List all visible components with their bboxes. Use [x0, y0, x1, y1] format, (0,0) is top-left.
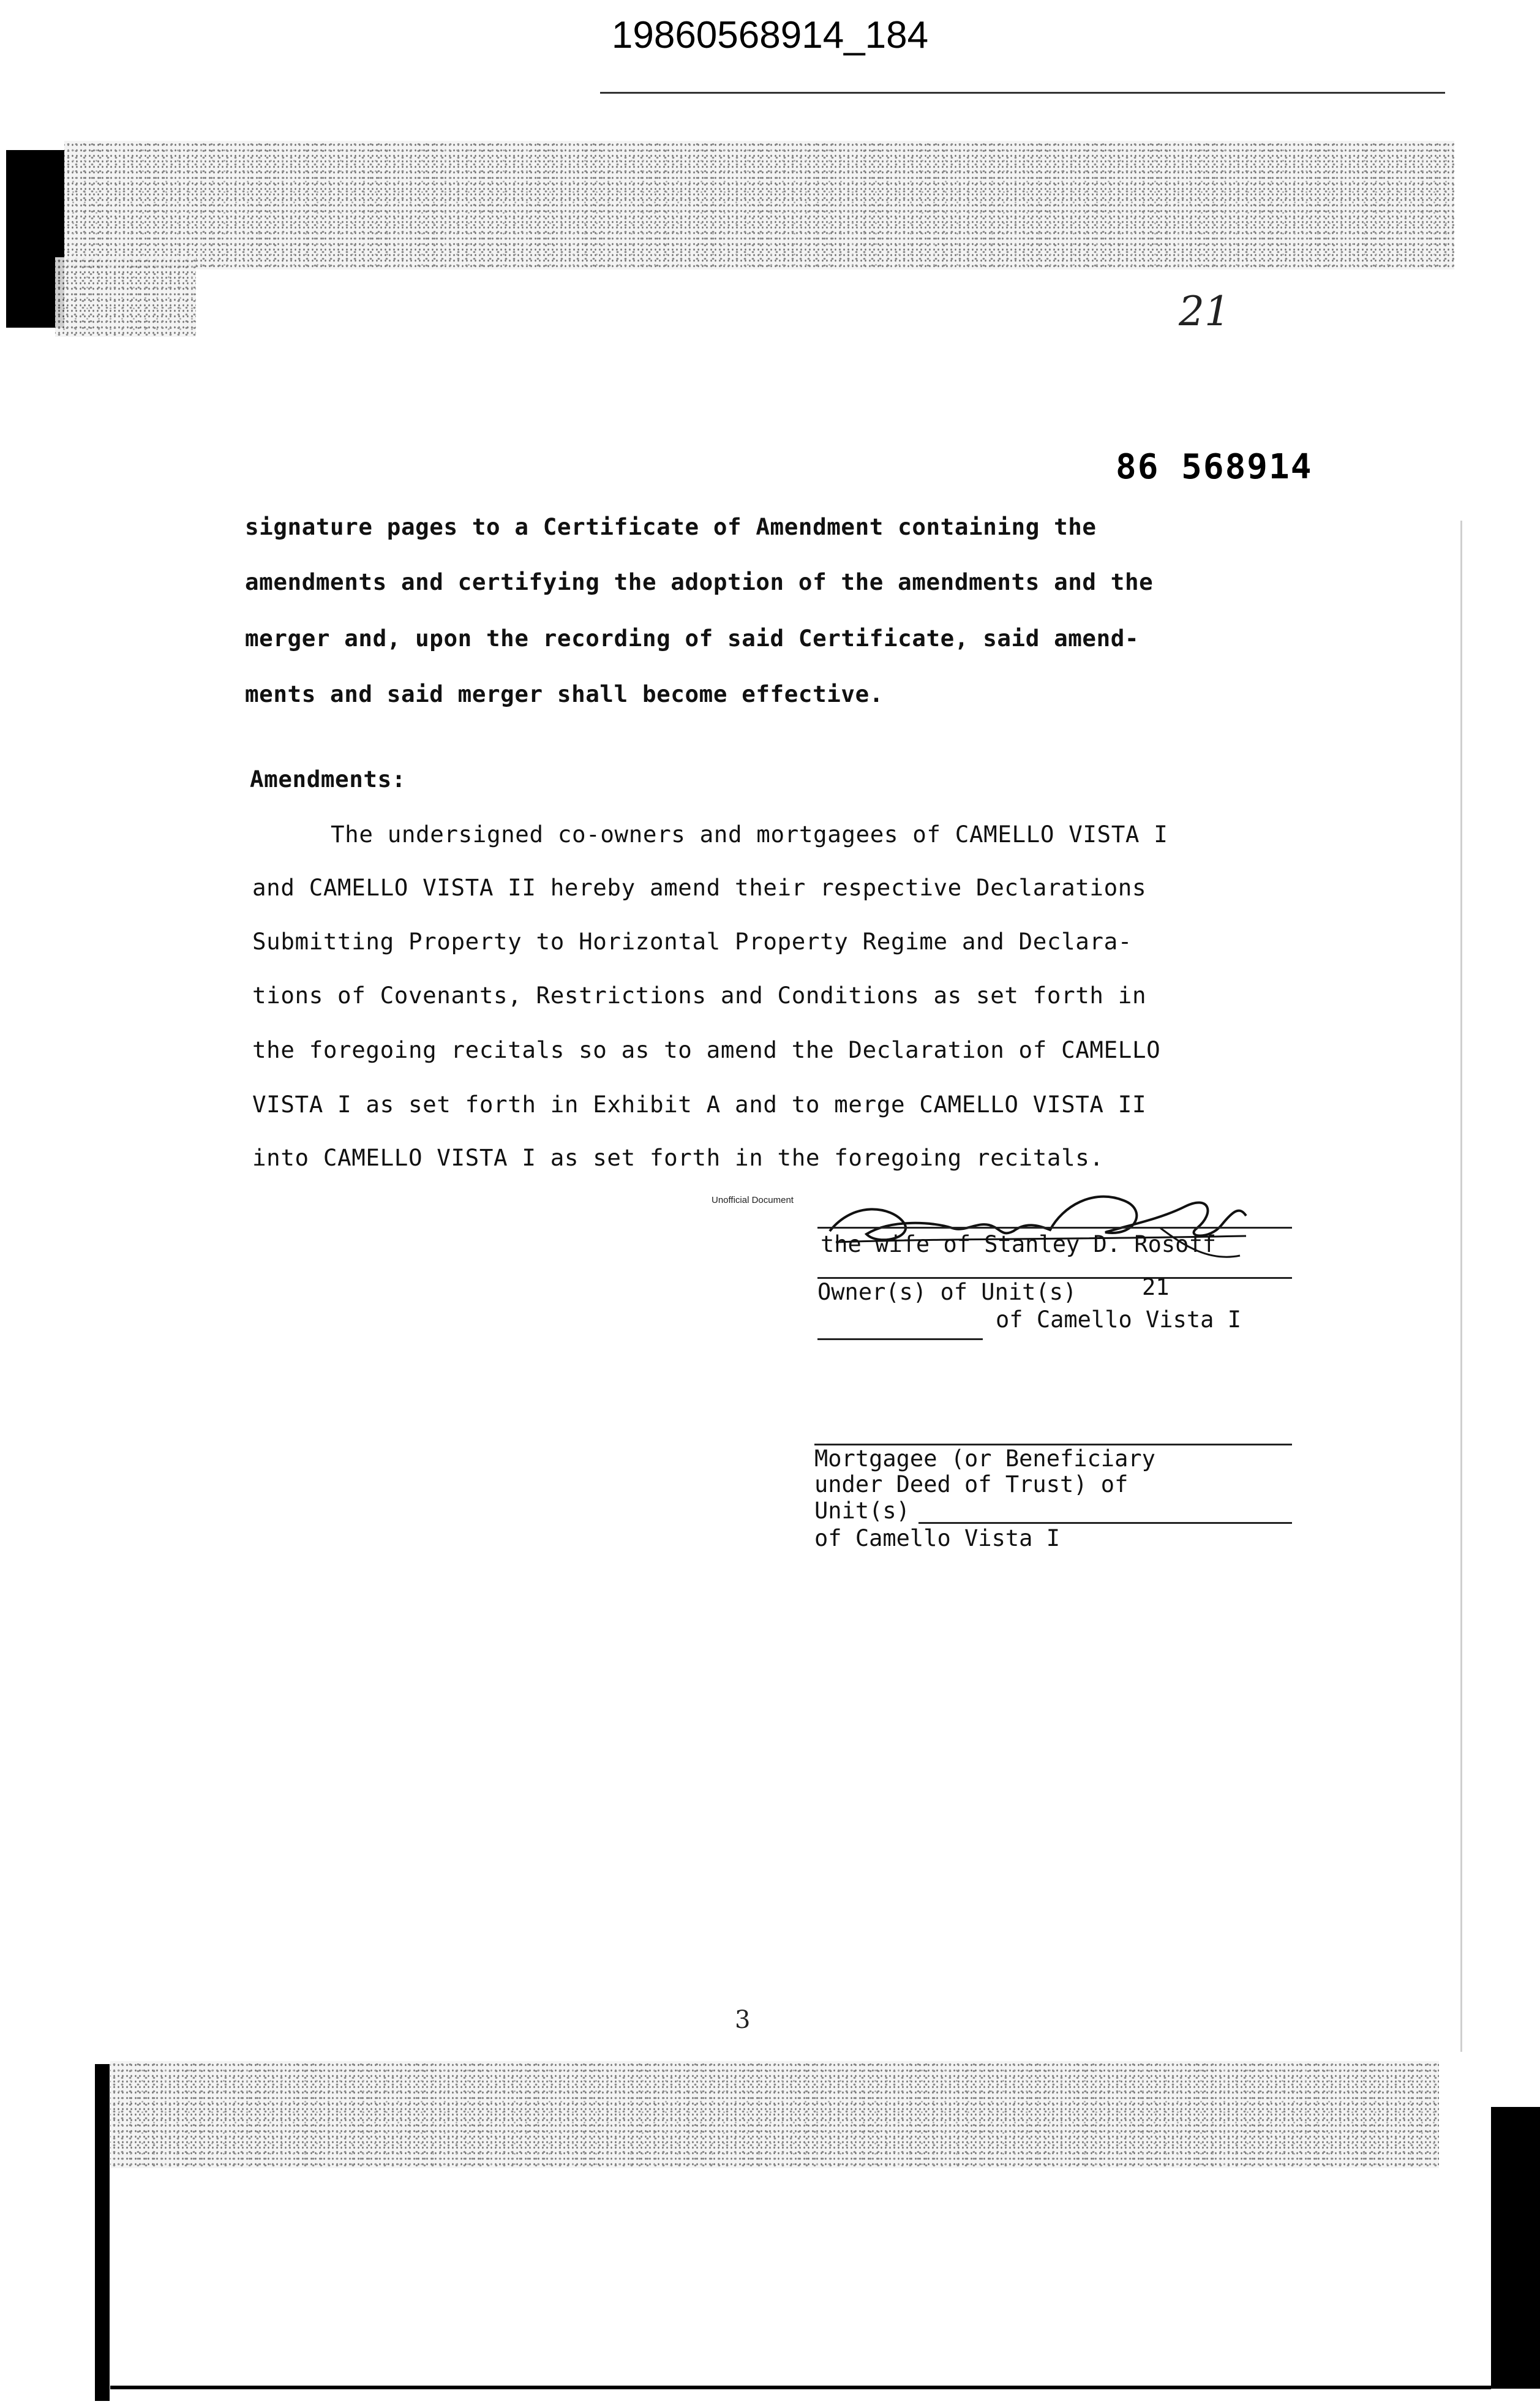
scan-bottom-left-bar — [95, 2064, 110, 2401]
mortgagee-unit-blank-line — [918, 1522, 1292, 1524]
paragraph2-line: the foregoing recitals so as to amend the Declaration of CAMELLO — [252, 1036, 1161, 1063]
scan-noise-top — [64, 141, 1454, 269]
owner-unit-number: 21 — [1142, 1274, 1170, 1300]
mortgagee-label-line: Unit(s) — [814, 1498, 910, 1524]
paragraph2-line: Submitting Property to Horizontal Property Regime and Declara- — [252, 928, 1132, 955]
paragraph1-line: amendments and certifying the adoption of the amendments and the — [245, 568, 1154, 595]
handwritten-page-number: 21 — [1179, 288, 1230, 335]
mortgagee-label-line: Mortgagee (or Beneficiary — [814, 1445, 1155, 1472]
owner-project-label: of Camello Vista I — [996, 1306, 1241, 1333]
paragraph2-line: and CAMELLO VISTA II hereby amend their respective Declarations — [252, 874, 1147, 901]
owner-unit-blank-line — [817, 1338, 983, 1340]
document-number-stamp: 86 568914 — [1116, 447, 1313, 487]
mortgagee-label-line: under Deed of Trust) of — [814, 1471, 1129, 1498]
scan-right-edge-bar — [1491, 2107, 1540, 2389]
document-id-header: 19860568914_184 — [611, 14, 929, 56]
paragraph1-line: signature pages to a Certificate of Amendment containing the — [245, 513, 1097, 540]
paragraph2-line: The undersigned co-owners and mortgagees of CAMELLO VISTA I — [331, 821, 1168, 848]
paragraph1-line: merger and, upon the recording of said Certificate, said amend- — [245, 625, 1140, 652]
scan-noise-bottom — [110, 2061, 1439, 2168]
signer-name: the wife of Stanley D. Rosoff — [821, 1231, 1217, 1257]
scan-bottom-rule — [110, 2386, 1491, 2389]
scan-top-rule — [600, 92, 1445, 94]
paragraph2-line: VISTA I as set forth in Exhibit A and to merge CAMELLO VISTA II — [252, 1091, 1147, 1118]
unofficial-document-label: Unofficial Document — [712, 1195, 794, 1205]
mortgagee-label-line: of Camello Vista I — [814, 1525, 1060, 1551]
signature-scribble — [817, 1164, 1307, 1280]
owner-signature-line — [817, 1227, 1292, 1229]
amendments-heading: Amendments: — [250, 766, 406, 793]
scan-noise-corner — [55, 257, 196, 337]
paragraph1-line: ments and said merger shall become effective. — [245, 680, 884, 707]
owner-units-label: Owner(s) of Unit(s) — [817, 1279, 1077, 1305]
page-number: 3 — [735, 2006, 751, 2034]
paragraph2-line: tions of Covenants, Restrictions and Conditions as set forth in — [252, 982, 1147, 1009]
scan-right-margin-line — [1460, 521, 1462, 2052]
paragraph2-line: into CAMELLO VISTA I as set forth in the foregoing recitals. — [252, 1144, 1104, 1171]
